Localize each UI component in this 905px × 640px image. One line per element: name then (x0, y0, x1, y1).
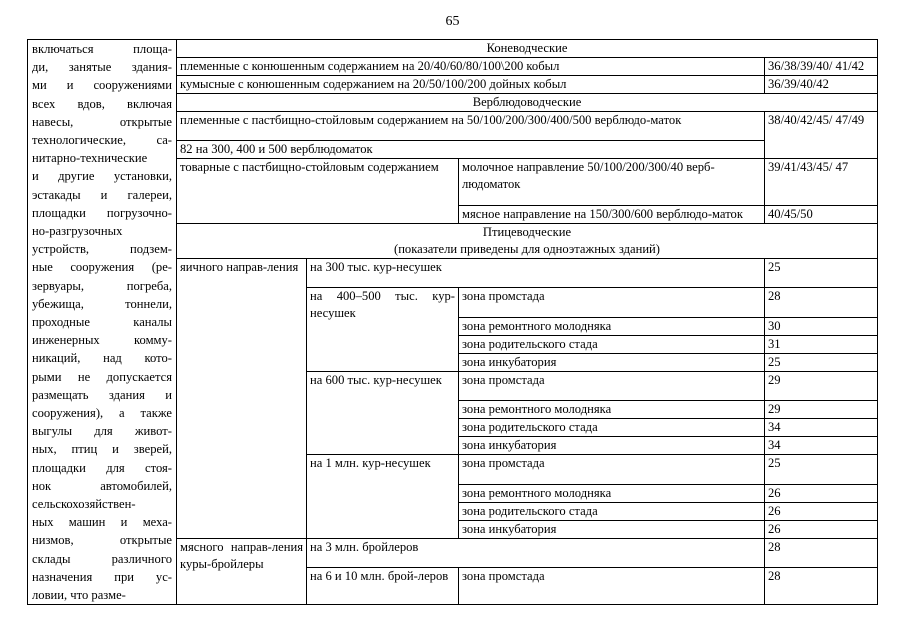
camel-commercial-label: товарные с пастбищно-стойловым содержанием (177, 159, 459, 223)
left-column-line: но-разгрузочных (32, 224, 123, 239)
poultry-zone-value: 34 (765, 437, 878, 455)
horse-row-breeding: племенные с конюшенным содержанием на 20/40/60/80/100\200 кобыл (177, 58, 765, 76)
poultry-zone: зона инкубатория (459, 520, 765, 538)
left-column-line: размещать здания и (32, 387, 172, 402)
left-column-line: ми и сооружениями (32, 78, 172, 93)
left-column-text (28, 40, 177, 605)
left-column-line: площадки для стоя- (32, 460, 172, 475)
poultry-zone: зона промстада (459, 288, 765, 317)
left-column-line: выгулы для живот- (32, 424, 172, 439)
left-column-line: ных, птиц и зверей, (32, 442, 172, 457)
poultry-zone-value: 28 (765, 288, 878, 317)
poultry-meat-6-10-zone: зона промстада (459, 568, 765, 605)
left-column-line: эстакады и галереи, (32, 187, 172, 202)
camel-meat-direction: мясное направление на 150/300/600 верблюдо-маток (459, 205, 765, 223)
poultry-zone: зона ремонтного молодняка (459, 401, 765, 419)
poultry-zone-value: 29 (765, 401, 878, 419)
poultry-zone-value: 31 (765, 335, 878, 353)
camel-milk-value: 39/41/43/45/ 47 (765, 159, 878, 205)
poultry-zone-value: 26 (765, 520, 878, 538)
left-column-line: нитарно-технические (32, 151, 148, 166)
poultry-meat-3mln-value: 28 (765, 538, 878, 567)
left-column-line: ные сооружения (ре- (32, 260, 172, 275)
poultry-meat-6-10-label: на 6 и 10 млн. брой-леров (307, 568, 459, 605)
left-column-line: и другие установки, (32, 169, 172, 184)
poultry-egg-300-value: 25 (765, 258, 878, 287)
left-column-line: навесы, открытые (32, 114, 172, 129)
left-column-line: всех вдов, включая (32, 96, 172, 111)
left-column-line: площадки погрузочно- (32, 205, 172, 220)
left-column-line: инженерных комму- (32, 333, 172, 348)
left-column-line: низмов, открытые (32, 533, 172, 548)
poultry-meat-label: мясного направ-ления куры-бройлеры (177, 538, 307, 604)
left-column-line: убежища, тоннели, (32, 296, 172, 311)
left-column-line: включаться площа- (32, 42, 172, 56)
left-column-line: сельскохозяйствен- (32, 497, 136, 512)
left-column-line: нок автомобилей, (32, 478, 172, 493)
camel-meat-value: 40/45/50 (765, 205, 878, 223)
poultry-subtitle: (показатели приведены для одноэтажных зданий) (394, 241, 660, 256)
poultry-zone: зона ремонтного молодняка (459, 484, 765, 502)
poultry-title: Птицеводческие (482, 224, 572, 239)
page-number: 65 (445, 14, 460, 29)
poultry-group-label: на 1 млн. кур-несушек (307, 455, 459, 538)
poultry-egg-300-label: на 300 тыс. кур-несушек (307, 258, 765, 287)
poultry-meat-3mln-label: на 3 млн. бройлеров (307, 538, 765, 567)
poultry-zone: зона родительского стада (459, 419, 765, 437)
left-column-line: склады различного (32, 551, 172, 566)
left-column-line: проходные каналы (32, 315, 172, 330)
left-column-line: ловии, что разме- (32, 588, 126, 603)
poultry-zone: зона инкубатория (459, 437, 765, 455)
poultry-zone-value: 26 (765, 502, 878, 520)
section-header-poultry (177, 223, 878, 258)
poultry-zone: зона промстада (459, 455, 765, 484)
poultry-group-label: на 400–500 тыс. кур-несушек (307, 288, 459, 371)
poultry-zone: зона родительского стада (459, 335, 765, 353)
norms-table (27, 39, 878, 605)
left-column-line: зервуары, погреба, (32, 278, 172, 293)
camel-row-breeding: племенные с пастбищно-стойловым содержанием на 50/100/200/300/400/500 верблюдо-маток (177, 112, 765, 141)
left-column-line: никаций, над кото- (32, 351, 172, 366)
section-header-horse: Коневодческие (177, 40, 878, 58)
poultry-zone-value: 29 (765, 371, 878, 400)
camel-row-breeding-sub: 82 на 300, 400 и 500 верблюдоматок (177, 141, 765, 159)
left-column-line: устройств, подзем- (32, 242, 172, 257)
poultry-zone: зона инкубатория (459, 353, 765, 371)
horse-row-kumis-value: 36/39/40/42 (765, 76, 878, 94)
camel-row-breeding-value: 38/40/42/45/ 47/49 (765, 112, 878, 159)
poultry-zone: зона промстада (459, 371, 765, 400)
left-column-line: сооружения), а также (32, 406, 172, 421)
left-column-line: ди, занятые здания- (32, 60, 172, 75)
left-column-line: ных машин и меха- (32, 515, 172, 530)
horse-row-kumis: кумысные с конюшенным содержанием на 20/50/100/200 дойных кобыл (177, 76, 765, 94)
left-column-line: рыми не допускается (32, 369, 172, 384)
poultry-zone: зона ремонтного молодняка (459, 317, 765, 335)
poultry-zone-value: 25 (765, 353, 878, 371)
poultry-zone-value: 34 (765, 419, 878, 437)
poultry-egg-label: яичного направ-ления (177, 258, 307, 538)
poultry-zone: зона родительского стада (459, 502, 765, 520)
poultry-group-label: на 600 тыс. кур-несушек (307, 371, 459, 454)
poultry-meat-6-10-value: 28 (765, 568, 878, 605)
poultry-zone-value: 30 (765, 317, 878, 335)
camel-milk-direction: молочное направление 50/100/200/300/40 верб-людоматок (459, 159, 765, 205)
poultry-zone-value: 25 (765, 455, 878, 484)
left-column-line: назначения при ус- (32, 569, 172, 584)
poultry-zone-value: 26 (765, 484, 878, 502)
section-header-camel: Верблюдоводческие (177, 94, 878, 112)
left-column-line: технологические, са- (32, 133, 172, 148)
horse-row-breeding-value: 36/38/39/40/ 41/42 (765, 58, 878, 76)
